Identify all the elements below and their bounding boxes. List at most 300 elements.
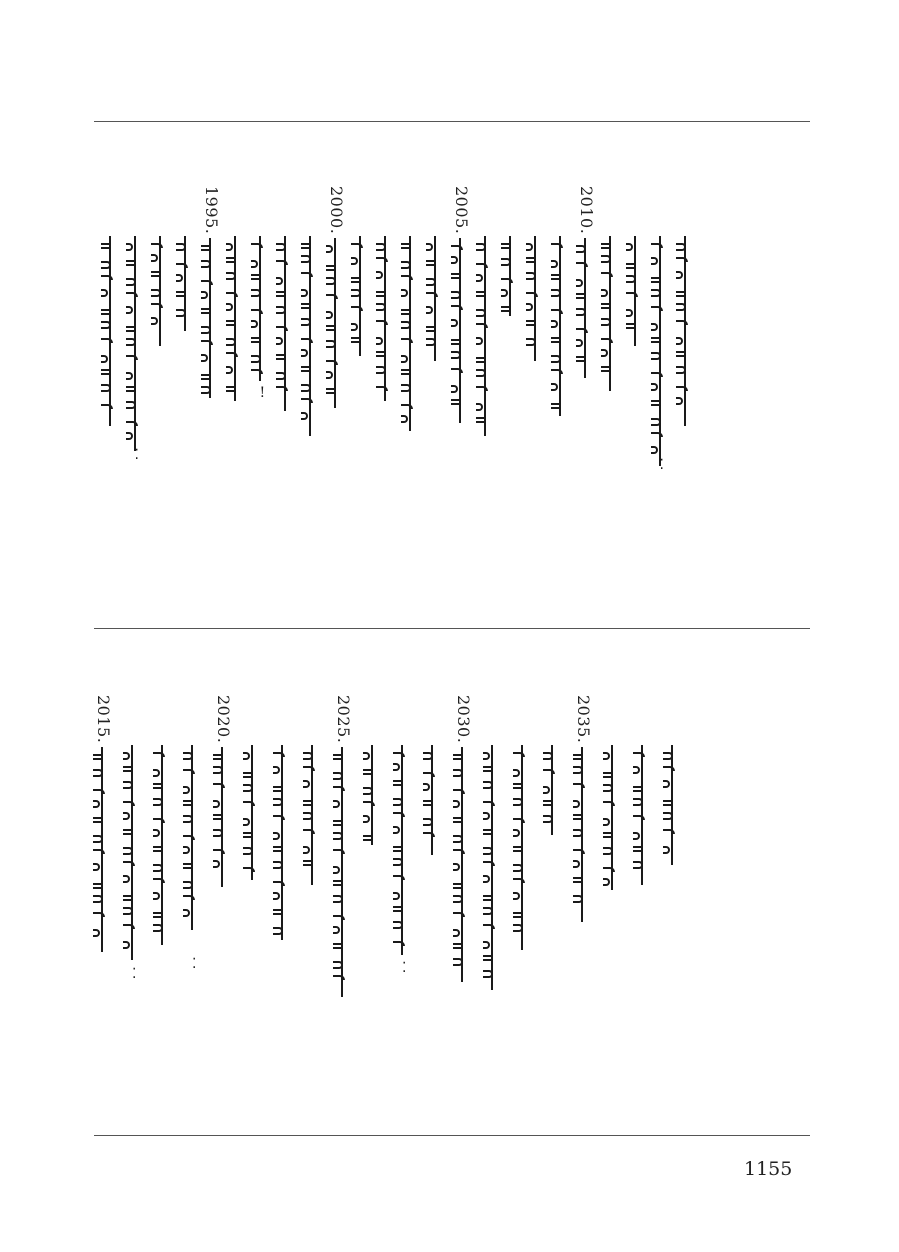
script-glyph xyxy=(513,818,525,823)
script-glyph xyxy=(151,271,161,277)
script-glyph xyxy=(633,786,643,792)
script-glyph xyxy=(333,832,343,840)
script-glyph xyxy=(453,895,463,903)
script-glyph xyxy=(213,860,220,868)
script-glyph xyxy=(576,262,588,267)
year-label: 2015. xyxy=(94,695,113,744)
script-glyph xyxy=(601,338,613,343)
script-glyph xyxy=(423,800,433,806)
script-glyphs xyxy=(676,240,688,411)
script-glyph xyxy=(276,386,288,391)
script-glyph xyxy=(251,320,258,328)
script-glyph xyxy=(153,878,165,883)
script-glyph xyxy=(423,772,435,777)
script-glyph xyxy=(273,798,283,806)
script-glyph xyxy=(603,801,615,806)
script-glyph xyxy=(483,801,495,806)
upper-col-8 xyxy=(500,186,525,576)
script-glyph xyxy=(401,415,408,423)
script-glyph xyxy=(573,895,583,903)
script-glyph xyxy=(123,829,133,835)
script-glyphs xyxy=(363,749,375,844)
script-glyph xyxy=(123,861,135,866)
script-glyph xyxy=(93,817,103,823)
script-glyph xyxy=(93,883,103,889)
script-glyph xyxy=(453,943,463,949)
script-glyph xyxy=(326,325,336,331)
script-glyph xyxy=(393,826,400,834)
script-glyph xyxy=(426,292,438,297)
upper-col-13 xyxy=(375,186,400,576)
script-glyph xyxy=(401,243,411,249)
script-glyph xyxy=(153,783,163,789)
script-glyph xyxy=(93,912,105,917)
script-glyph xyxy=(573,829,583,837)
script-glyph xyxy=(576,245,586,253)
script-glyph xyxy=(603,772,613,778)
script-glyph xyxy=(153,846,163,852)
script-glyph xyxy=(243,752,250,760)
script-glyph xyxy=(423,752,433,760)
script-glyph xyxy=(251,337,261,343)
script-glyph xyxy=(551,337,561,343)
upper-col-19 xyxy=(225,186,250,576)
script-glyphs xyxy=(401,240,413,429)
script-glyph xyxy=(273,881,285,886)
script-glyph xyxy=(476,369,486,377)
script-glyph xyxy=(153,752,165,757)
script-glyph xyxy=(176,291,186,297)
script-glyph xyxy=(483,752,490,760)
upper-col-24 xyxy=(100,186,125,576)
script-glyph xyxy=(183,815,193,823)
script-glyph xyxy=(451,291,461,299)
script-glyph xyxy=(626,263,636,269)
script-glyph xyxy=(483,781,493,789)
script-glyph xyxy=(101,321,111,329)
script-glyph xyxy=(333,880,343,886)
script-glyph xyxy=(201,260,211,268)
script-glyph xyxy=(501,243,511,249)
script-glyph xyxy=(326,388,336,394)
script-glyph xyxy=(633,846,643,852)
script-glyph xyxy=(276,372,286,380)
lower-col-5 xyxy=(540,695,570,1085)
script-glyphs xyxy=(276,240,288,397)
script-glyph xyxy=(633,832,640,840)
lower-col-year-2030 xyxy=(450,695,480,1085)
script-glyph xyxy=(576,339,583,347)
script-glyph xyxy=(393,892,400,900)
script-glyph xyxy=(183,835,195,840)
script-glyphs xyxy=(393,749,405,949)
script-glyph xyxy=(401,289,408,297)
script-glyph xyxy=(483,847,493,855)
lower-col-6 xyxy=(510,695,540,1085)
script-glyphs xyxy=(543,749,555,832)
script-glyph xyxy=(273,766,280,774)
script-glyph xyxy=(183,863,193,869)
script-glyph xyxy=(603,818,610,826)
script-glyph xyxy=(123,941,130,949)
script-glyph xyxy=(513,912,523,918)
script-glyph xyxy=(483,861,495,866)
script-glyph xyxy=(201,245,211,251)
script-glyph xyxy=(363,769,373,775)
script-glyph xyxy=(201,340,213,345)
script-glyph xyxy=(393,780,403,786)
upper-col-year-2005 xyxy=(450,186,475,576)
script-glyph xyxy=(243,847,253,855)
script-glyph xyxy=(513,783,523,789)
lower-col-year-2020 xyxy=(210,695,240,1085)
script-glyph xyxy=(93,835,103,843)
script-glyph xyxy=(126,355,138,360)
script-glyph xyxy=(476,386,488,391)
script-glyphs xyxy=(101,240,113,412)
script-glyph xyxy=(301,303,311,309)
script-glyph xyxy=(326,277,336,285)
lower-col-10: ⁚ xyxy=(390,695,420,1085)
script-glyph xyxy=(273,861,283,869)
upper-col-3 xyxy=(625,186,650,576)
script-glyph xyxy=(303,860,313,866)
script-glyph xyxy=(663,846,670,854)
script-glyph xyxy=(276,277,283,285)
script-glyphs xyxy=(513,749,525,938)
script-glyph xyxy=(226,257,236,263)
script-glyph xyxy=(126,260,136,266)
script-glyph xyxy=(303,829,315,834)
script-glyph xyxy=(376,366,386,374)
script-glyph xyxy=(483,955,493,961)
script-glyph xyxy=(151,254,158,262)
script-glyph xyxy=(551,369,563,374)
upper-col-16 xyxy=(300,186,325,576)
script-glyph xyxy=(543,786,550,794)
upper-col-year-2010 xyxy=(575,186,600,576)
script-glyph xyxy=(183,769,195,774)
script-glyph xyxy=(476,337,483,345)
script-glyph xyxy=(301,318,311,326)
script-glyph xyxy=(351,243,363,248)
script-glyph xyxy=(363,815,370,823)
script-glyph xyxy=(251,355,261,363)
script-glyph xyxy=(93,789,105,794)
script-glyph xyxy=(663,800,673,806)
script-glyph xyxy=(93,769,103,777)
script-glyph xyxy=(226,243,233,251)
script-glyph xyxy=(153,798,163,806)
script-glyph xyxy=(451,256,458,264)
script-glyph xyxy=(303,800,313,806)
lower-col-year-2015 xyxy=(90,695,120,1085)
script-glyph xyxy=(243,832,253,838)
script-glyph xyxy=(651,337,661,343)
script-glyph xyxy=(213,783,225,788)
script-glyph xyxy=(213,766,223,774)
script-glyph xyxy=(676,243,686,251)
page-number: 1155 xyxy=(744,1158,793,1180)
script-glyph xyxy=(676,271,683,279)
script-glyph xyxy=(93,863,100,871)
script-glyphs xyxy=(176,240,188,320)
script-glyph xyxy=(326,371,333,379)
script-glyph xyxy=(676,257,688,262)
script-glyph xyxy=(676,320,688,325)
script-glyph xyxy=(573,814,583,820)
script-glyph xyxy=(213,849,225,854)
script-glyph xyxy=(351,289,361,297)
lower-col-11 xyxy=(360,695,390,1085)
script-glyph xyxy=(501,278,513,283)
script-glyph xyxy=(576,308,586,316)
script-glyph xyxy=(576,356,586,362)
script-glyphs xyxy=(601,240,613,381)
script-glyph xyxy=(651,257,658,265)
script-glyphs xyxy=(501,240,513,321)
script-glyph xyxy=(303,780,310,788)
upper-col-1 xyxy=(675,186,700,436)
year-label: 2020. xyxy=(214,695,233,744)
script-glyph xyxy=(483,907,493,915)
lower-col-1 xyxy=(660,695,690,1085)
script-glyph xyxy=(376,351,386,357)
script-glyph xyxy=(251,369,263,374)
script-glyphs xyxy=(303,749,315,872)
script-glyphs xyxy=(243,749,255,875)
script-glyph xyxy=(176,263,188,268)
script-glyph xyxy=(576,293,586,299)
script-glyph xyxy=(426,278,436,286)
script-glyph xyxy=(676,351,686,357)
script-glyph xyxy=(351,277,361,283)
script-glyph xyxy=(301,272,313,277)
script-glyph xyxy=(101,243,111,249)
script-glyph xyxy=(273,786,283,792)
script-glyph xyxy=(201,326,211,334)
script-glyph xyxy=(633,766,640,774)
script-glyph xyxy=(453,883,463,889)
script-glyph xyxy=(363,752,370,760)
script-glyph xyxy=(526,243,533,251)
script-glyph xyxy=(451,399,461,405)
script-glyph xyxy=(213,829,223,837)
script-glyph xyxy=(176,309,186,317)
script-glyph xyxy=(393,763,400,771)
script-glyph xyxy=(651,289,661,297)
script-glyph xyxy=(483,895,493,901)
script-glyph xyxy=(551,274,561,280)
script-glyphs xyxy=(423,749,435,843)
script-glyph xyxy=(126,306,133,314)
year-label: 2035. xyxy=(574,695,593,744)
script-glyph xyxy=(101,261,111,269)
script-glyph xyxy=(326,265,336,271)
script-glyph xyxy=(376,320,388,325)
script-glyph xyxy=(276,243,286,251)
script-glyph xyxy=(551,243,563,248)
script-glyph xyxy=(201,308,211,314)
script-glyphs xyxy=(663,749,675,857)
script-glyph xyxy=(151,317,158,325)
script-glyph xyxy=(251,260,258,268)
script-glyph xyxy=(513,798,523,806)
script-glyph xyxy=(213,800,220,808)
script-glyph xyxy=(401,321,411,329)
upper-col-18: ! xyxy=(250,186,275,576)
script-glyph xyxy=(333,915,345,920)
script-glyph xyxy=(453,863,460,871)
script-glyph xyxy=(276,326,288,331)
script-glyph xyxy=(183,786,190,794)
script-glyphs xyxy=(273,749,285,938)
script-glyph xyxy=(251,274,261,280)
script-glyph xyxy=(376,303,386,311)
lower-col-17: ⁚ xyxy=(180,695,210,1085)
script-glyph xyxy=(476,417,486,423)
script-glyph xyxy=(243,818,250,826)
script-glyph xyxy=(301,349,308,357)
script-glyphs xyxy=(251,240,263,380)
script-glyph xyxy=(651,432,663,437)
script-glyph xyxy=(123,875,130,883)
script-glyph xyxy=(251,243,263,248)
script-glyph xyxy=(451,368,463,373)
script-glyph xyxy=(273,815,285,820)
lower-col-19: ⁚ xyxy=(120,695,150,1085)
script-glyph xyxy=(183,881,193,889)
script-glyph xyxy=(101,404,113,409)
script-glyph xyxy=(573,783,585,788)
script-glyphs xyxy=(201,242,213,400)
script-glyph xyxy=(626,292,638,297)
script-glyph xyxy=(603,832,613,838)
script-glyph xyxy=(93,754,103,760)
script-glyph xyxy=(333,786,345,791)
script-glyph xyxy=(226,320,236,326)
upper-col-23: ⁚ xyxy=(125,186,150,576)
script-glyph xyxy=(376,243,386,251)
script-glyph xyxy=(526,338,536,346)
script-glyph xyxy=(273,846,283,852)
script-glyph xyxy=(351,337,361,343)
script-glyph xyxy=(401,261,411,269)
script-glyph xyxy=(123,752,130,760)
script-glyph xyxy=(326,360,338,365)
script-glyph xyxy=(573,849,585,854)
script-glyph xyxy=(276,291,286,297)
lower-col-year-2035 xyxy=(570,695,600,1085)
script-glyph xyxy=(183,909,190,917)
script-glyphs xyxy=(651,240,663,463)
script-glyph xyxy=(101,309,111,315)
script-glyphs xyxy=(573,751,585,906)
script-glyph xyxy=(513,892,520,900)
lower-col-18 xyxy=(150,695,180,1085)
script-glyph xyxy=(376,271,383,279)
script-glyph xyxy=(123,766,133,772)
script-glyph xyxy=(303,766,315,771)
script-glyphs xyxy=(603,749,615,892)
upper-col-year-2000 xyxy=(325,186,350,576)
script-glyph xyxy=(151,303,163,308)
script-glyphs xyxy=(451,242,463,411)
script-glyph xyxy=(603,752,610,760)
upper-col-14 xyxy=(350,186,375,576)
script-glyph xyxy=(393,906,403,912)
script-glyph xyxy=(326,294,338,299)
script-glyph xyxy=(226,366,233,374)
script-glyph xyxy=(123,907,133,915)
script-glyph xyxy=(576,279,583,287)
script-glyph xyxy=(226,352,238,357)
script-glyph xyxy=(513,864,523,872)
script-glyph xyxy=(651,323,658,331)
script-glyph xyxy=(543,752,553,760)
script-glyph xyxy=(426,338,436,346)
script-glyph xyxy=(151,243,163,248)
script-glyph xyxy=(476,357,486,363)
script-glyph xyxy=(333,772,343,780)
upper-col-17 xyxy=(275,186,300,576)
script-glyph xyxy=(123,847,133,855)
script-glyph xyxy=(153,892,160,900)
script-glyph xyxy=(601,272,613,277)
script-glyph xyxy=(676,386,688,391)
script-glyph xyxy=(633,815,645,820)
middle-rule xyxy=(94,628,810,629)
script-glyph xyxy=(301,384,311,392)
script-glyph xyxy=(513,846,523,852)
script-glyph xyxy=(551,289,561,297)
script-glyph xyxy=(251,309,263,314)
script-glyph xyxy=(626,275,636,283)
script-glyph xyxy=(243,772,253,778)
script-glyph xyxy=(453,800,460,808)
script-glyph xyxy=(663,829,675,834)
script-glyph xyxy=(326,340,336,348)
script-glyph xyxy=(453,835,463,843)
script-glyph xyxy=(483,812,490,820)
script-glyph xyxy=(551,260,558,268)
script-glyph xyxy=(651,372,663,377)
script-glyph xyxy=(426,243,433,251)
script-glyphs xyxy=(351,240,363,349)
script-glyph xyxy=(213,754,223,760)
script-glyph xyxy=(273,927,283,935)
script-glyph xyxy=(603,784,613,792)
script-glyph xyxy=(573,766,583,774)
script-glyph xyxy=(126,278,136,286)
script-glyph xyxy=(123,781,133,789)
script-glyph xyxy=(333,800,340,808)
script-glyph xyxy=(453,769,463,777)
script-glyph xyxy=(651,352,661,360)
script-glyph xyxy=(333,975,345,980)
script-glyph xyxy=(123,801,135,806)
script-glyph xyxy=(676,337,683,345)
script-glyph xyxy=(501,289,508,297)
script-glyph xyxy=(401,384,411,392)
script-glyph xyxy=(651,243,663,248)
script-glyph xyxy=(501,258,511,266)
script-glyphs xyxy=(326,242,338,403)
script-glyph xyxy=(633,798,643,806)
script-glyphs xyxy=(151,240,163,334)
script-glyph xyxy=(213,814,223,820)
script-glyph xyxy=(333,866,340,874)
